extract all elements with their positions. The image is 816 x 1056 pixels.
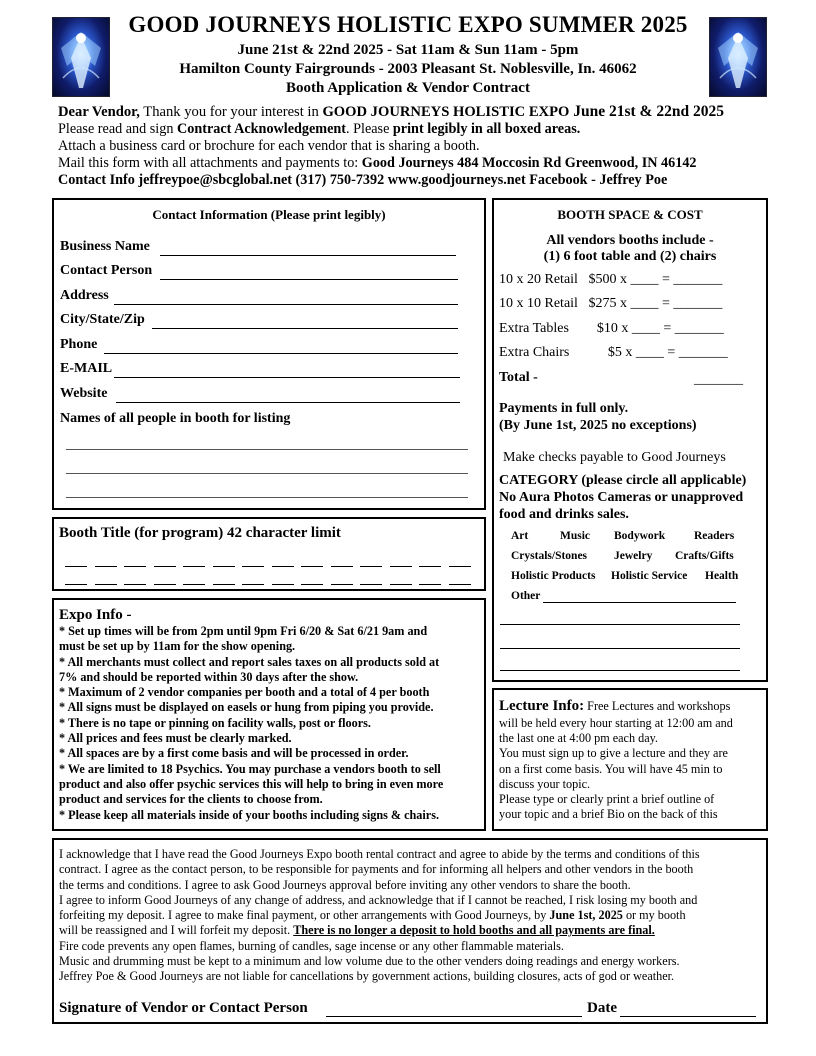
lecture-line: will be held every hour starting at 12:00 am and xyxy=(499,716,733,730)
agreement-line: Fire code prevents any open flames, burning of candles, sage incense or any other flammable materials. xyxy=(59,938,564,953)
agreement-line: I agree to inform Good Journeys of any change of address, and acknowledge that if I cannot be reached, I risk losing my booth and xyxy=(59,892,698,907)
booth-name-field-3[interactable] xyxy=(66,497,468,498)
date-label: Date xyxy=(587,1000,617,1016)
business-name-label: Business Name xyxy=(60,239,150,254)
lecture-body xyxy=(499,716,733,822)
lecture-line: on a first come basis. You will have 45 min to xyxy=(499,761,723,776)
expo-info-line: * Set up times will be from 2pm until 9pm Fri 6/20 & Sat 6/21 9am and xyxy=(59,624,428,638)
expo-info-line: * Please keep all materials inside of your booths including signs & chairs. xyxy=(59,807,439,822)
expo-info-box xyxy=(52,598,486,831)
website-label: Website xyxy=(60,386,108,401)
expo-info-heading: Expo Info - xyxy=(59,607,132,623)
phone-label: Phone xyxy=(60,337,98,352)
total-field[interactable]: _______ xyxy=(694,372,743,387)
agreement-text xyxy=(59,847,700,985)
expo-info-line: * Maximum of 2 vendor companies per booth and a total of 4 per booth xyxy=(59,685,430,700)
category-other[interactable]: Other xyxy=(511,590,541,602)
expo-info-list xyxy=(59,624,443,823)
category-readers[interactable]: Readers xyxy=(694,530,735,542)
category-crafts-gifts[interactable]: Crafts/Gifts xyxy=(675,550,734,562)
expo-info-line: * There is no tape or pinning on facility walls, post or floors. xyxy=(59,715,371,730)
category-art[interactable]: Art xyxy=(511,530,529,542)
expo-info-line: 7% and should be reported within 30 days after the show. xyxy=(59,669,359,684)
lecture-info-box xyxy=(492,688,768,831)
agreement-line: forfeiting my deposit. I agree to make final payment, or other arrangements with Good Journeys, by June 1st, 2025 or my booth xyxy=(59,908,686,923)
intro-line-2: Please read and sign Contract Acknowledgement. Please print legibly in all boxed areas. xyxy=(58,121,581,137)
city-state-zip-label: City/State/Zip xyxy=(60,312,145,327)
booth-space-heading: BOOTH SPACE & COST xyxy=(557,207,703,222)
payments-note-2: (By June 1st, 2025 no exceptions) xyxy=(499,418,697,433)
contact-person-label: Contact Person xyxy=(60,263,153,278)
category-bodywork[interactable]: Bodywork xyxy=(614,530,666,542)
expo-info-line: * All prices and fees must be clearly marked. xyxy=(59,731,292,746)
agreement-line: I acknowledge that I have read the Good Journeys Expo booth rental contract and agree to abide by the terms and conditions of this xyxy=(59,847,700,861)
total-label: Total - xyxy=(499,370,538,385)
email-label: E-MAIL xyxy=(60,361,113,376)
price-row-extra-chairs: Extra Chairs $5 x ____ = _______ xyxy=(499,345,728,360)
event-location: Hamilton County Fairgrounds - 2003 Pleasant St. Noblesville, In. 46062 xyxy=(179,61,637,77)
address-field[interactable] xyxy=(114,304,458,305)
agreement-box xyxy=(52,838,768,1024)
category-holistic-service[interactable]: Holistic Service xyxy=(611,570,688,582)
signature-field[interactable] xyxy=(326,1016,582,1017)
expo-info-line: * All signs must be displayed on easels or hung from piping you provide. xyxy=(59,700,434,715)
category-other-field[interactable] xyxy=(543,602,736,603)
business-name-field[interactable] xyxy=(160,255,456,256)
signature-label: Signature of Vendor or Contact Person xyxy=(59,1000,308,1016)
lecture-line: the last one at 4:00 pm each day. xyxy=(499,731,658,746)
booth-title-box xyxy=(52,517,486,591)
document-type: Booth Application & Vendor Contract xyxy=(286,80,530,96)
price-row-extra-tables: Extra Tables $10 x ____ = _______ xyxy=(499,321,724,336)
agreement-line: contract. I agree as the contact person, to be responsible for payments and for informing all helpers and other vendors in the booth xyxy=(59,862,694,877)
date-field[interactable] xyxy=(620,1016,756,1017)
booth-space-box xyxy=(492,198,768,682)
lecture-line: your topic and a brief Bio on the back of this xyxy=(499,807,718,822)
website-field[interactable] xyxy=(116,402,460,403)
category-holistic-products[interactable]: Holistic Products xyxy=(511,570,596,582)
address-label: Address xyxy=(60,288,109,303)
contact-info-line: Contact Info jeffreypoe@sbcglobal.net (317) 750-7392 www.goodjourneys.net Facebook - Jeffrey Poe xyxy=(58,172,668,188)
booth-title-field-row-2[interactable] xyxy=(65,572,478,590)
expo-info-line: product and services for the clients to choose from. xyxy=(59,792,323,807)
category-note-1: No Aura Photos Cameras or unapproved xyxy=(499,490,744,505)
email-field[interactable] xyxy=(114,377,460,378)
agreement-line: will be reassigned and I will forfeit my deposit. There is no longer a deposit to hold booths and all payments are final. xyxy=(59,923,655,938)
category-extra-line-2[interactable] xyxy=(500,648,740,649)
expo-info-line: * We are limited to 18 Psychics. You may purchase a vendors booth to sell xyxy=(59,761,441,776)
phone-field[interactable] xyxy=(104,353,458,354)
category-extra-line-3[interactable] xyxy=(500,670,740,671)
intro-line-4: Mail this form with all attachments and payments to: Good Journeys 484 Moccosin Rd Greenwood, IN 46142 xyxy=(58,155,697,171)
intro-line-3: Attach a business card or brochure for each vendor that is sharing a booth. xyxy=(58,138,480,154)
page-title: GOOD JOURNEYS HOLISTIC EXPO SUMMER 2025 xyxy=(128,12,688,37)
contact-info-box xyxy=(52,198,486,510)
price-row-10x10: 10 x 10 Retail $275 x ____ = _______ xyxy=(499,296,723,311)
category-jewelry[interactable]: Jewelry xyxy=(614,550,653,562)
agreement-line: the terms and conditions. I agree to ask Good Journeys approval before inviting any other vendors to share the booth. xyxy=(59,877,631,892)
agreement-line: Music and drumming must be kept to a minimum and low volume due to the other venders doing readings and energy workers. xyxy=(59,954,680,969)
lecture-line: You must sign up to give a lecture and they are xyxy=(499,746,728,761)
event-dates: June 21st & 22nd 2025 - Sat 11am & Sun 11am - 5pm xyxy=(237,42,579,58)
contact-heading: Contact Information (Please print legibly) xyxy=(152,207,386,222)
booth-title-heading: Booth Title (for program) 42 character limit xyxy=(59,525,341,541)
city-state-zip-field[interactable] xyxy=(152,328,458,329)
expo-info-line: * All spaces are by a first come basis and will be processed in order. xyxy=(59,746,409,761)
intro-line-1: Dear Vendor, Thank you for your interest in GOOD JOURNEYS HOLISTIC EXPO June 21st & 22nd 2025 xyxy=(58,103,724,120)
booth-title-field-row-1[interactable] xyxy=(65,554,478,572)
booth-includes-1: All vendors booths include - xyxy=(546,233,714,248)
category-music[interactable]: Music xyxy=(560,530,591,542)
agreement-line: Jeffrey Poe & Good Journeys are not liable for cancellations by government actions, building closures, acts of god or weather. xyxy=(59,969,675,984)
category-health[interactable]: Health xyxy=(705,570,739,582)
booth-names-label: Names of all people in booth for listing xyxy=(60,411,291,426)
booth-includes-2: (1) 6 foot table and (2) chairs xyxy=(543,249,717,264)
payments-note-1: Payments in full only. xyxy=(499,401,629,416)
checks-note: Make checks payable to Good Journeys xyxy=(503,450,726,465)
expo-info-line: * All merchants must collect and report sales taxes on all products sold at xyxy=(59,654,440,669)
category-heading: CATEGORY (please circle all applicable) xyxy=(499,473,747,488)
booth-name-field-1[interactable] xyxy=(66,449,468,450)
price-row-10x20: 10 x 20 Retail $500 x ____ = _______ xyxy=(499,272,723,287)
lecture-line: Please type or clearly print a brief outline of xyxy=(499,792,715,807)
lecture-line: discuss your topic. xyxy=(499,776,591,791)
category-crystals-stones[interactable]: Crystals/Stones xyxy=(511,550,588,562)
expo-info-line: product and also offer psychic services this will help to bring in even more xyxy=(59,776,444,791)
lecture-first-line: Lecture Info: Free Lectures and workshops xyxy=(499,698,731,714)
category-note-2: food and drinks sales. xyxy=(499,507,629,522)
expo-info-line: must be set up by 11am for the show opening. xyxy=(59,639,296,654)
category-extra-line-1[interactable] xyxy=(500,624,740,625)
contact-person-field[interactable] xyxy=(160,279,458,280)
booth-name-field-2[interactable] xyxy=(66,473,468,474)
